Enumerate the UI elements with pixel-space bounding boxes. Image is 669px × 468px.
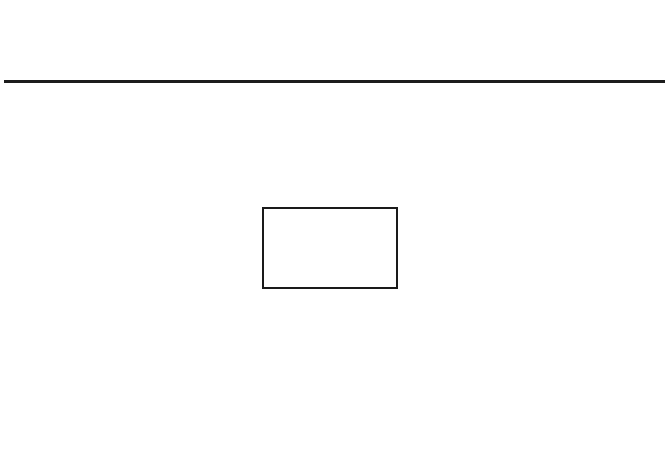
pull-quote [262,207,398,289]
headline-divider [4,80,665,83]
